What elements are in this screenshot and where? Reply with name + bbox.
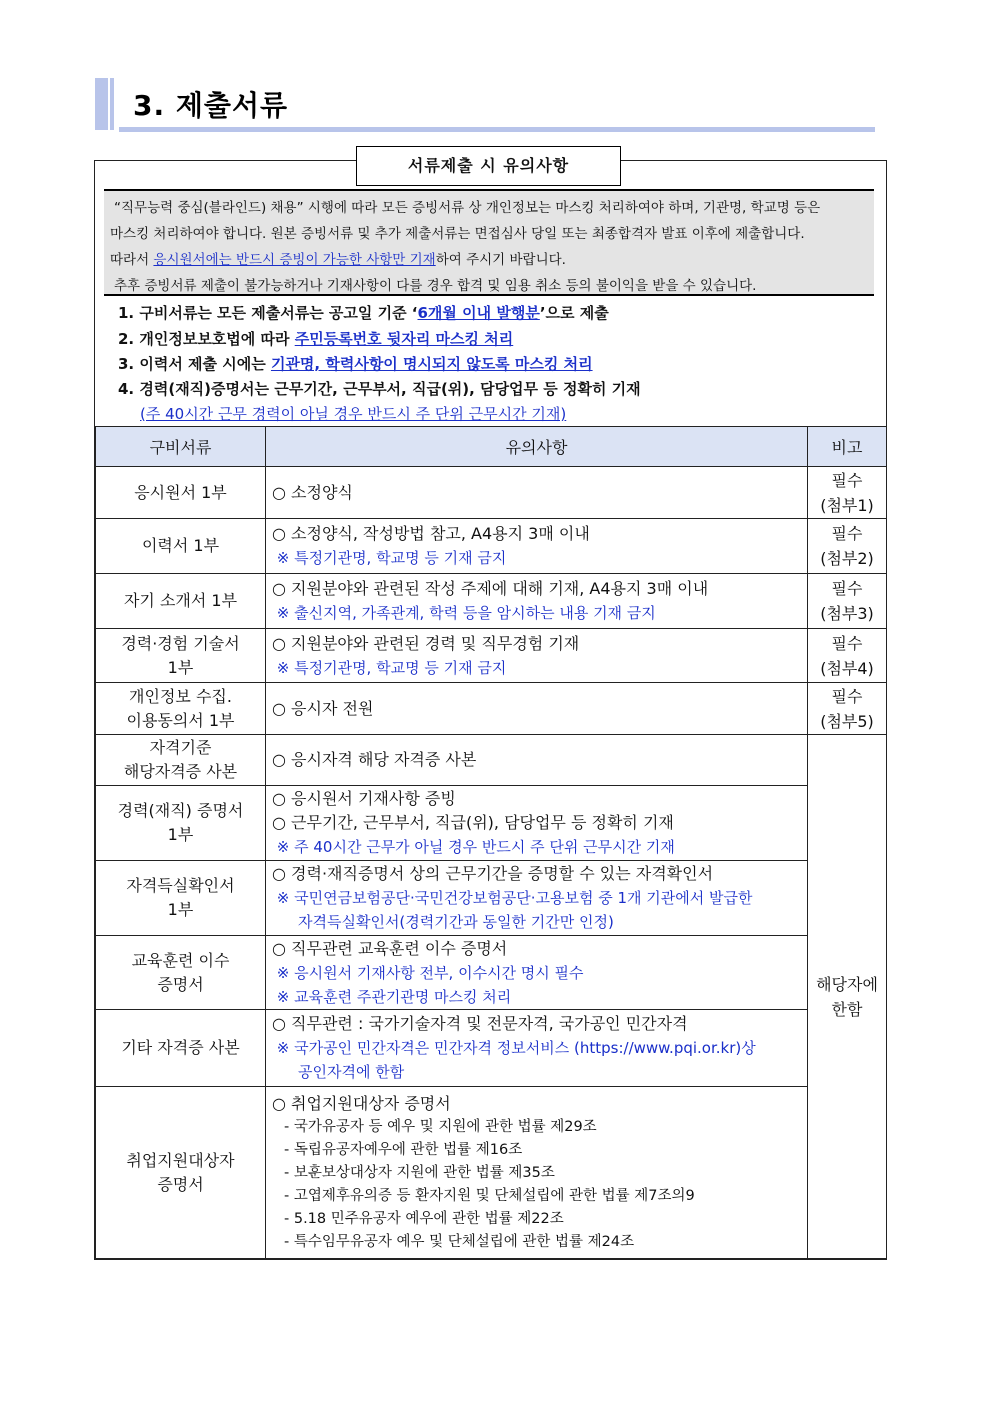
notes-cell <box>266 629 808 683</box>
remark-cell <box>808 574 887 629</box>
notice-line-2: 마스킹 처리하여야 합니다. 원본 증빙서류 및 추가 제출서류는 면접심사 당일 또는 최종합격자 발표 이후에 제출합니다. <box>110 226 805 242</box>
note-line: ○ 소정양식, 작성방법 참고, A4용지 3매 이내 <box>272 524 590 543</box>
remark-text: (첨부3) <box>820 604 874 623</box>
doc-name-cell <box>96 1010 266 1087</box>
doc-name-text: 경력·경험 기술서 <box>121 633 240 653</box>
remark-text: (첨부2) <box>820 549 874 568</box>
documents-table <box>95 426 887 1259</box>
doc-name-text: 1부 <box>167 825 194 844</box>
law-item: - 5.18 민주유공자 예우에 관한 법률 제22조 <box>284 1210 564 1227</box>
table-row <box>96 936 887 1010</box>
note-warning: ※ 특정기관명, 학교명 등 기재 금지 <box>272 658 507 677</box>
notes-cell <box>266 574 808 629</box>
rule-highlight: 6개월 이내 발행분 <box>417 304 540 322</box>
note-line: ○ 취업지원대상자 증명서 <box>272 1093 451 1113</box>
doc-name-text: 이력서 1부 <box>141 536 220 555</box>
rule-item <box>118 328 878 349</box>
table-row <box>96 735 887 786</box>
notice-line-3-post: 하여 주시기 바랍니다. <box>435 252 566 268</box>
notice-box <box>104 189 874 296</box>
doc-name-cell <box>96 735 266 786</box>
table-row <box>96 1087 887 1259</box>
notice-line-1: “직무능력 중심(블라인드) 채용” 시행에 따라 모든 증빙서류 상 개인정보는 마스킹 처리하여야 하며, 기관명, 학교명 등은 <box>114 200 821 216</box>
law-item: - 보훈보상대상자 지원에 관한 법률 제35조 <box>284 1164 555 1181</box>
note-line: ○ 직무관련 : 국가기술자격 및 전문자격, 국가공인 민간자격 <box>272 1014 688 1033</box>
doc-name-text: 자기 소개서 1부 <box>123 591 238 610</box>
notes-cell <box>266 1087 808 1259</box>
law-item: - 독립유공자예우에 관한 법률 제16조 <box>284 1141 523 1158</box>
note-line: ○ 응시자격 해당 자격증 사본 <box>272 750 477 769</box>
remark-text: 필수 <box>831 470 863 490</box>
header-remark: 비고 <box>808 427 887 467</box>
remark-cell <box>808 683 887 735</box>
rule-text: 2. 개인정보보호법에 따라 <box>118 330 295 348</box>
table-row <box>96 574 887 629</box>
law-item: - 특수임무유공자 예우 및 단체설립에 관한 법률 제24조 <box>284 1233 635 1250</box>
heading-accent-bar <box>95 78 108 130</box>
notes-cell <box>266 936 808 1010</box>
notice-line-3 <box>110 248 870 268</box>
table-row <box>96 467 887 519</box>
remark-cell <box>808 467 887 519</box>
remark-cell <box>808 519 887 574</box>
remark-text: (첨부4) <box>820 658 874 678</box>
table-row <box>96 861 887 936</box>
doc-name-cell <box>96 683 266 735</box>
rule-text-post: ’으로 제출 <box>539 304 609 322</box>
note-line: ○ 지원분야와 관련된 작성 주제에 대해 기재, A4용지 3매 이내 <box>272 579 709 598</box>
note-warning: ※ 교육훈련 주관기관명 마스킹 처리 <box>272 987 512 1006</box>
rule-text: 1. 구비서류는 모든 제출서류는 공고일 기준 ‘ <box>118 304 418 322</box>
doc-name-text: 교육훈련 이수 <box>131 950 230 970</box>
doc-name-text: 자격기준 <box>149 738 212 757</box>
note-line: ○ 경력·재직증명서 상의 근무기간을 증명할 수 있는 자격확인서 <box>272 864 714 883</box>
note-warning: ※ 특정기관명, 학교명 등 기재 금지 <box>272 549 507 567</box>
section-title: 3. 제출서류 <box>133 89 289 122</box>
table-row <box>96 683 887 735</box>
doc-name-cell <box>96 861 266 936</box>
remark-cell-shared <box>808 735 887 1259</box>
rule-text: 4. 경력(재직)증명서는 근무기간, 근무부서, 직급(위), 담당업무 등 정확히 기재 <box>118 380 641 398</box>
doc-name-cell <box>96 786 266 861</box>
doc-name-text: 해당자격증 사본 <box>123 762 238 781</box>
remark-text: 한함 <box>831 999 863 1019</box>
notes-cell <box>266 735 808 786</box>
note-warning: ※ 국민연금보험공단·국민건강보험공단·고용보험 중 1개 기관에서 발급한 <box>272 889 753 907</box>
notice-line-4: 추후 증빙서류 제출이 불가능하거나 기재사항이 다를 경우 합격 및 임용 취소 등의 불이익을 받을 수 있습니다. <box>114 278 757 294</box>
doc-name-cell <box>96 574 266 629</box>
remark-text: 해당자에 <box>816 974 878 994</box>
law-item: - 국가유공자 등 예우 및 지원에 관한 법률 제29조 <box>284 1118 597 1135</box>
notes-cell <box>266 519 808 574</box>
note-line: ○ 응시자 전원 <box>272 698 374 718</box>
rule-item <box>118 302 878 323</box>
table-header-row <box>96 427 887 467</box>
doc-name-text: 취업지원대상자 <box>126 1150 235 1170</box>
header-notes: 유의사항 <box>266 427 808 467</box>
note-line: ○ 지원분야와 관련된 경력 및 직무경험 기재 <box>272 633 580 653</box>
doc-name-text: 1부 <box>167 657 194 677</box>
remark-cell <box>808 629 887 683</box>
doc-name-text: 개인정보 수집. <box>129 686 232 706</box>
note-warning: ※ 출신지역, 가족관계, 학력 등을 암시하는 내용 기재 금지 <box>272 604 656 622</box>
header-doc: 구비서류 <box>96 427 266 467</box>
notice-line-3-pre: 따라서 <box>110 252 154 268</box>
notice-line-3-highlight: 응시원서에는 반드시 증빙이 가능한 사항만 기재 <box>153 252 436 268</box>
note-warning: ※ 주 40시간 근무가 아닐 경우 반드시 주 단위 근무시간 기재 <box>272 838 675 856</box>
rule-item <box>118 353 878 374</box>
doc-name-text: 경력(재직) 증명서 <box>117 801 244 820</box>
doc-name-cell <box>96 519 266 574</box>
notes-cell <box>266 1010 808 1087</box>
table-row <box>96 786 887 861</box>
law-item: - 고엽제후유의증 등 환자지원 및 단체설립에 관한 법률 제7조의9 <box>284 1187 695 1204</box>
note-line: ○ 직무관련 교육훈련 이수 증명서 <box>272 938 508 958</box>
doc-name-text: 증명서 <box>157 974 204 994</box>
table-row <box>96 629 887 683</box>
remark-text: 필수 <box>831 579 863 598</box>
doc-name-cell <box>96 1087 266 1259</box>
doc-name-text: 이용동의서 1부 <box>126 710 235 730</box>
remark-text: 필수 <box>831 524 863 543</box>
rule-highlight: 기관명, 학력사항이 명시되지 않도록 마스킹 처리 <box>270 355 593 373</box>
remark-text: 필수 <box>831 633 863 653</box>
doc-name-text: 증명서 <box>157 1174 204 1194</box>
table-body <box>96 467 887 1259</box>
notes-cell <box>266 786 808 861</box>
remark-text: 필수 <box>831 686 863 706</box>
doc-name-cell <box>96 467 266 519</box>
heading-accent-bar-thin <box>110 78 114 130</box>
note-line: ○ 응시원서 기재사항 증빙 <box>272 789 456 808</box>
doc-name-text: 응시원서 1부 <box>134 482 227 502</box>
notes-cell <box>266 861 808 936</box>
table-row <box>96 519 887 574</box>
notes-cell <box>266 467 808 519</box>
note-warning: ※ 응시원서 기재사항 전부, 이수시간 명시 필수 <box>272 963 584 982</box>
remark-text: (첨부5) <box>820 711 874 731</box>
note-line: ○ 근무기간, 근무부서, 직급(위), 담당업무 등 정확히 기재 <box>272 813 674 832</box>
doc-name-cell <box>96 629 266 683</box>
heading-underline <box>119 127 875 132</box>
rule-text: 3. 이력서 제출 시에는 <box>118 355 271 373</box>
note-warning: ※ 국가공인 민간자격은 민간자격 정보서비스 (https://www.pqi.or.kr)상 <box>272 1039 756 1057</box>
rule-4-sub: (주 40시간 근무 경력이 아닐 경우 반드시 주 단위 근무시간 기재) <box>140 405 567 423</box>
doc-name-cell <box>96 936 266 1010</box>
note-warning: 자격득실확인서(경력기간과 동일한 기간만 인정) <box>298 913 614 931</box>
table-row <box>96 1010 887 1087</box>
rule-highlight: 주민등록번호 뒷자리 마스킹 처리 <box>294 330 514 348</box>
notes-cell <box>266 683 808 735</box>
doc-name-text: 자격득실확인서 <box>126 876 235 895</box>
note-warning: 공인자격에 한함 <box>298 1063 405 1081</box>
remark-text: (첨부1) <box>820 495 874 515</box>
rule-item <box>118 378 878 399</box>
section-heading <box>95 78 875 133</box>
doc-name-text: 기타 자격증 사본 <box>121 1038 240 1057</box>
notice-title: 서류제출 시 유의사항 <box>356 146 621 186</box>
note-line: ○ 소정양식 <box>272 482 353 502</box>
doc-name-text: 1부 <box>167 900 194 919</box>
